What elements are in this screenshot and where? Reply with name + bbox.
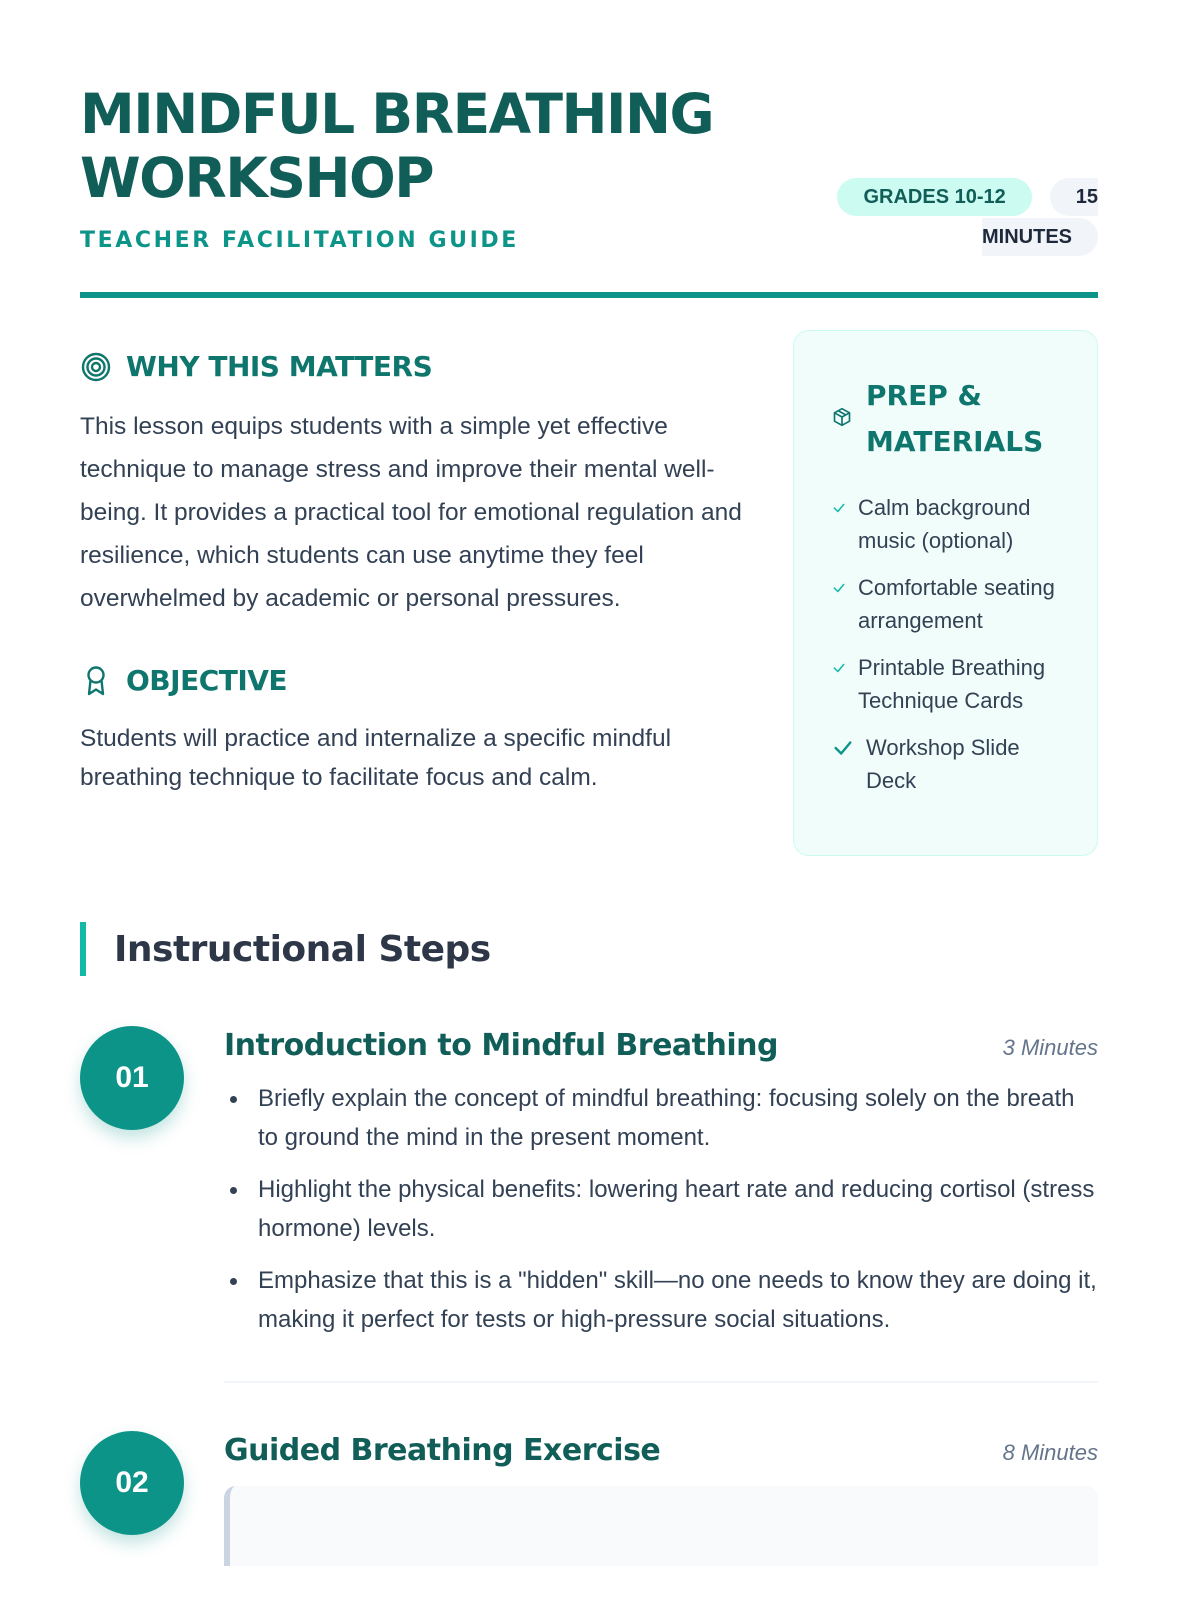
why-title: WHY THIS MATTERS: [126, 350, 433, 383]
materials-card: [793, 330, 1098, 856]
materials-item: [832, 571, 1059, 637]
objective-text: Students will practice and internalize a specific mindful breathing technique to facilitate focus and calm.: [80, 725, 672, 791]
materials-item: [832, 651, 1059, 717]
step-bullet-list: [224, 1079, 1098, 1339]
why-text: This lesson equips students with a simple yet effective technique to manage stress and improve their mental well-being. It provides a practical tool for emotional regulation and resilience, which students can use anytime they feel overwhelmed by academic or personal pressures.: [80, 413, 742, 612]
step-instruction-box: [224, 1486, 1098, 1566]
steps-section-header: [80, 922, 1098, 976]
materials-title: PREP & MATERIALS: [866, 379, 1044, 458]
materials-item-label: Printable Breathing Technique Cards: [858, 655, 1046, 713]
step-number-badge: 02: [80, 1431, 184, 1535]
step-duration: 3 Minutes: [1002, 1035, 1098, 1060]
package-box-icon: [832, 407, 852, 432]
step-bullet: Emphasize that this is a "hidden" skill—no one needs to know they are doing it, making it perfect for tests or high-pressure social situations.: [224, 1261, 1098, 1339]
overview-columns: [80, 350, 1098, 856]
materials-header: [832, 373, 1059, 465]
check-icon: [832, 491, 846, 524]
objective-header: [80, 664, 748, 697]
duration-badge: 15 MINUTES: [982, 178, 1098, 256]
step-title: Introduction to Mindful Breathing: [224, 1028, 778, 1063]
step-title: Guided Breathing Exercise: [224, 1433, 661, 1468]
page-title: MINDFUL BREATHING WORKSHOP: [80, 82, 714, 210]
page-header: [80, 82, 1098, 298]
target-icon: [80, 351, 112, 383]
step-body: [224, 1028, 1098, 1383]
materials-item-label: Calm background music (optional): [858, 495, 1031, 553]
step-bullet: Briefly explain the concept of mindful breathing: focusing solely on the breath to ground the mind in the present moment.: [224, 1079, 1098, 1157]
grade-badge: GRADES 10-12: [837, 178, 1031, 216]
step-duration: 8 Minutes: [1002, 1440, 1098, 1465]
steps-section-title: Instructional Steps: [114, 928, 491, 970]
check-icon: [832, 651, 846, 684]
why-header: [80, 350, 748, 383]
step-body: [224, 1433, 1098, 1566]
award-ribbon-icon: [80, 665, 112, 697]
page-subtitle: TEACHER FACILITATION GUIDE: [80, 228, 519, 253]
step-bullet: Highlight the physical benefits: lowering heart rate and reducing cortisol (stress hormone) levels.: [224, 1170, 1098, 1248]
badge-container: [806, 82, 1098, 292]
materials-item: [832, 731, 1059, 797]
check-icon: [832, 731, 854, 764]
step-2: [80, 1433, 1098, 1566]
step-number-badge: 01: [80, 1026, 184, 1130]
step-divider: [224, 1381, 1098, 1383]
check-icon: [832, 571, 846, 604]
step-1: [80, 1028, 1098, 1383]
materials-item-label: Comfortable seating arrangement: [858, 575, 1055, 633]
objective-title: OBJECTIVE: [126, 664, 288, 697]
overview-main: [80, 350, 748, 856]
materials-item-label: Workshop Slide Deck: [866, 735, 1020, 793]
materials-item: [832, 491, 1059, 557]
materials-list: [832, 491, 1059, 797]
